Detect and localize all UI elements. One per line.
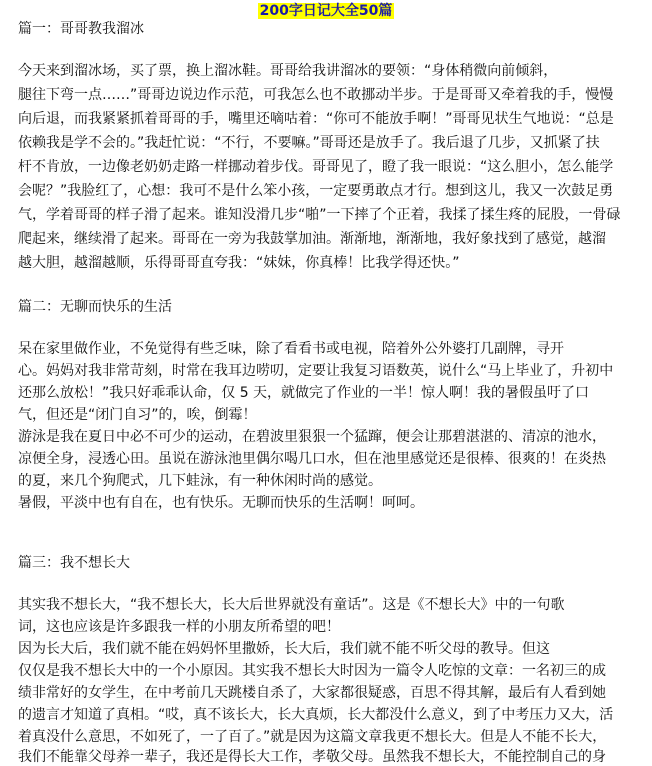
paragraph-line: 游泳是我在夏日中必不可少的运动，在碧波里狠狠一个猛蹿，便会让那碧湛湛的、清凉的池水，	[18, 429, 606, 445]
paragraph-line: 我们不能靠父母养一辈子，我还是得长大工作，孝敬父母。虽然我不想长大，不能控制自己的身	[18, 749, 606, 765]
paragraph-line: 爬起来，继续滑了起来。哥哥在一旁为我鼓掌加油。渐渐地，渐渐地，我好象找到了感觉，越溜	[18, 231, 606, 247]
paragraph-line: 其实我不想长大，“我不想长大，长大后世界就没有童话”。这是《不想长大》中的一句歌	[18, 597, 565, 613]
paragraph-line: 腿往下弯一点……”哥哥边说边作示范，可我怎么也不敢挪动半步。于是哥哥又牵着我的手，慢慢	[18, 87, 614, 103]
paragraph-line: 心。妈妈对我非常苛刻，时常在我耳边唠叨，定要让我复习语数英，说什么“马上毕业了，升初中	[18, 363, 614, 379]
paragraph-line: 还那么放松！”我只好乖乖认命，仅 5 天，就做完了作业的一半！惊人啊！我的暑假虽吁了口	[18, 385, 590, 401]
paragraph-line: 暑假，平淡中也有自在，也有快乐。无聊而快乐的生活啊！呵呵。	[18, 495, 424, 511]
paragraph-line: 因为长大后，我们就不能在妈妈怀里撒娇，长大后，我们就不能不听父母的教导。但这	[18, 641, 550, 657]
paragraph-line: 凉便全身，浸透心田。虽说在游泳池里偶尔喝几口水，但在池里感觉还是很棒、很爽的！在炎热	[18, 451, 606, 467]
paragraph-line: 的夏，来几个狗爬式，几下蛙泳，有一种休闲时尚的感觉。	[18, 473, 382, 489]
paragraph-line: 仅仅是我不想长大中的一个小原因。其实我不想长大时因为一篇令人吃惊的文章：一名初三的成	[18, 663, 606, 679]
paragraph-line: 会呢？”我脸红了，心想：我可不是什么笨小孩，一定要勇敢点才行。想到这儿，我又一次鼓足勇	[18, 183, 614, 199]
paragraph-line: 杆不肯放，一边像老奶奶走路一样挪动着步伐。哥哥见了，瞪了我一眼说：“这么胆小，怎么能学	[18, 159, 614, 175]
paragraph-line: 着真没什么意思，不如死了，一了百了。”就是因为这篇文章我更不想长大。但是人不能不长大，	[18, 729, 607, 745]
section-heading: 篇二：无聊而快乐的生活	[18, 299, 172, 315]
paragraph-line: 今天来到溜冰场，买了票，换上溜冰鞋。哥哥给我讲溜冰的要领：“身体稍微向前倾斜，	[18, 63, 558, 79]
section-heading: 篇三：我不想长大	[18, 555, 130, 571]
paragraph-line: 依赖我是学不会的。”我赶忙说：“不行，不要嘛。”哥哥还是放手了。我后退了几步，又抓紧了扶	[18, 135, 600, 151]
title-bar	[0, 0, 652, 19]
document-title: 200字日记大全50篇	[259, 3, 393, 19]
paragraph-line: 气，学着哥哥的样子滑了起来。谁知没滑几步“啪”一下摔了个正着，我揉了揉生疼的屁股，一骨碌	[18, 207, 621, 223]
paragraph-line: 呆在家里做作业，不免觉得有些乏味，除了看看书或电视，陪着外公外婆打几副牌，寻开	[18, 341, 564, 357]
paragraph-line: 越大胆，越溜越顺，乐得哥哥直夸我：“妹妹，你真棒！比我学得还快。”	[18, 255, 460, 271]
paragraph-line: 气，但还是“闭门自习”的，唉，倒霉！	[18, 407, 257, 423]
paragraph-line: 绩非常好的女学生，在中考前几天跳楼自杀了，大家都很疑惑，百思不得其解，最后有人看到她	[18, 685, 606, 701]
section-heading: 篇一：哥哥教我溜冰	[18, 21, 144, 37]
paragraph-line: 词，这也应该是许多跟我一样的小朋友所希望的吧！	[18, 619, 340, 635]
paragraph-line: 向后退，而我紧紧抓着哥哥的手，嘴里还嘀咕着：“你可不能放手啊！”哥哥见状生气地说：“总是	[18, 111, 614, 127]
paragraph-line: 的遗言才知道了真相。“哎，真不该长大，长大真烦，长大都没什么意义，到了中考压力又大，活	[18, 707, 614, 723]
